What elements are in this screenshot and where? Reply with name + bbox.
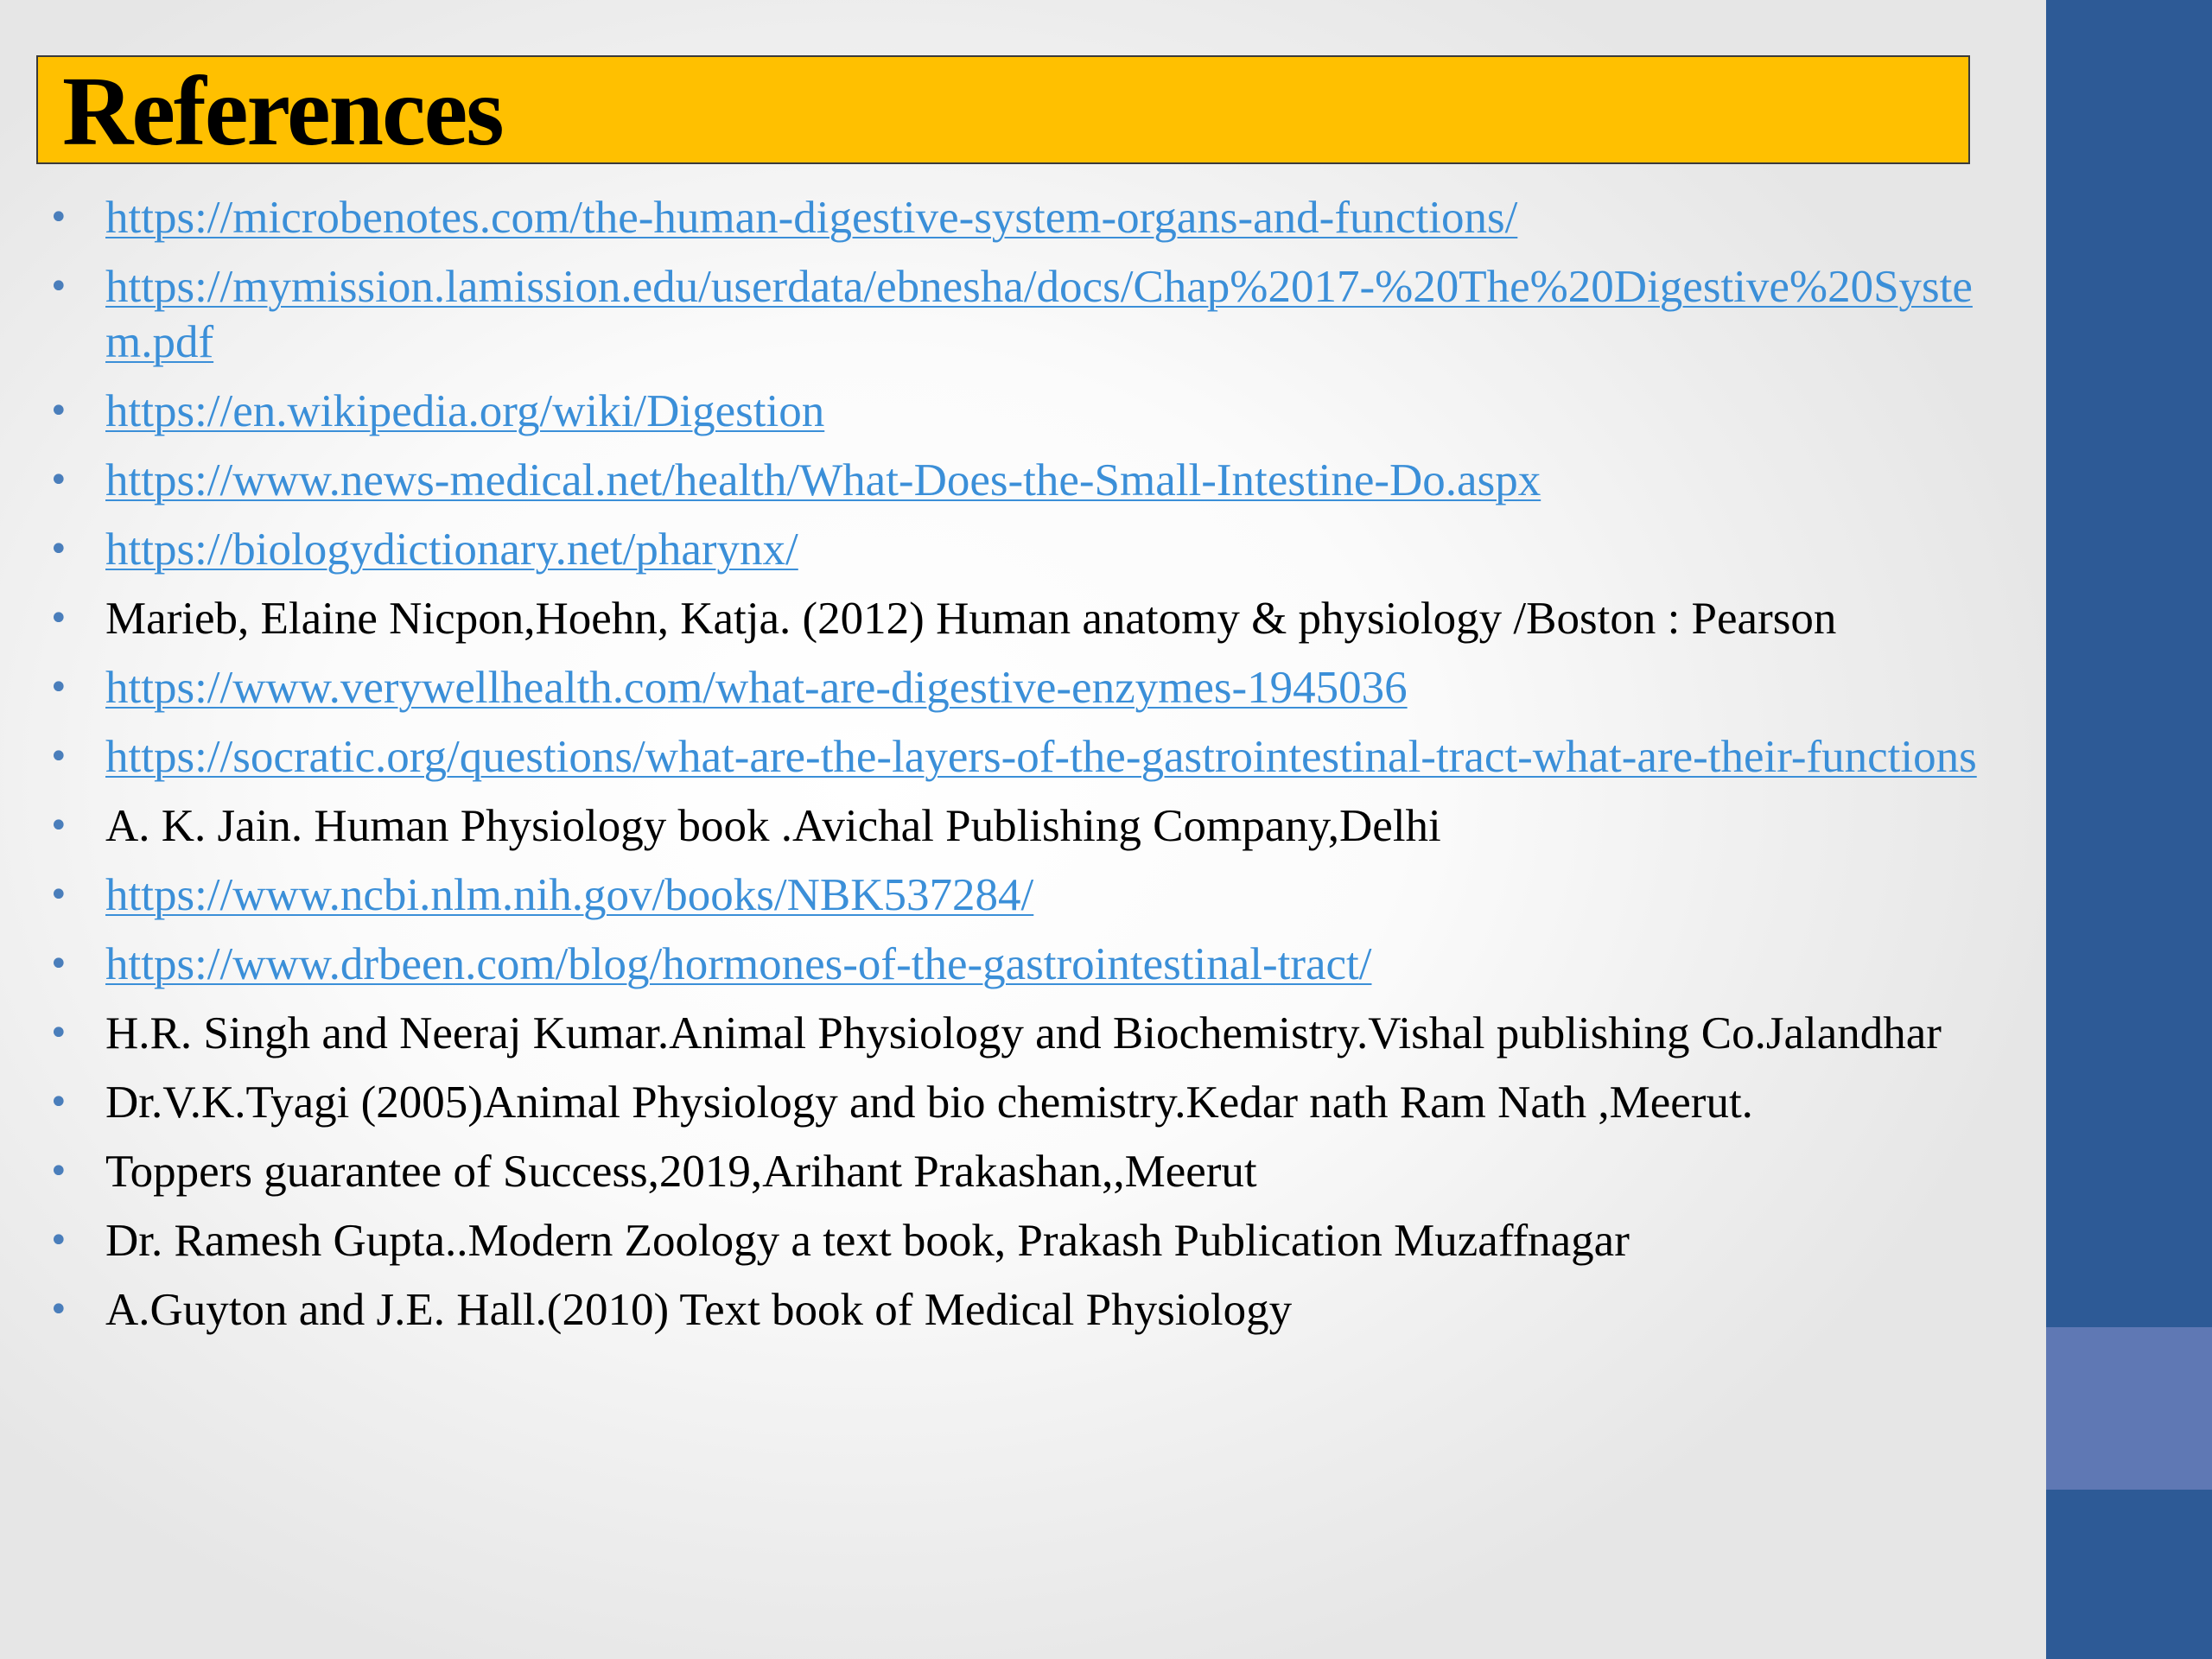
reference-item	[43, 1144, 2005, 1199]
reference-item	[43, 1006, 2005, 1061]
bullet-icon: •	[48, 1221, 69, 1261]
reference-link[interactable]: https://microbenotes.com/the-human-digestive-system-organs-and-functions/	[105, 193, 1518, 243]
bullet-icon: •	[48, 1290, 69, 1330]
reference-link[interactable]: https://www.verywellhealth.com/what-are-digestive-enzymes-1945036	[105, 663, 1408, 713]
reference-link[interactable]: https://www.ncbi.nlm.nih.gov/books/NBK537284/	[105, 870, 1034, 920]
reference-item	[43, 591, 2005, 646]
reference-citation: Toppers guarantee of Success,2019,Arihant Prakashan,,Meerut	[105, 1147, 1257, 1197]
reference-link[interactable]: https://biologydictionary.net/pharynx/	[105, 524, 798, 575]
title-banner	[36, 55, 1970, 164]
reference-item	[43, 190, 2005, 245]
bullet-icon: •	[48, 668, 69, 708]
reference-citation: Dr.V.K.Tyagi (2005)Animal Physiology and bio chemistry.Kedar nath Ram Nath ,Meerut.	[105, 1077, 1753, 1128]
reference-link[interactable]: https://www.news-medical.net/health/What-Does-the-Small-Intestine-Do.aspx	[105, 455, 1541, 505]
reference-item	[43, 453, 2005, 508]
bullet-icon: •	[48, 1014, 69, 1053]
bullet-icon: •	[48, 530, 69, 569]
reference-item	[43, 259, 2005, 370]
reference-link[interactable]: https://www.drbeen.com/blog/hormones-of-the-gastrointestinal-tract/	[105, 939, 1372, 989]
bullet-icon: •	[48, 806, 69, 846]
reference-item	[43, 729, 2005, 785]
bullet-icon: •	[48, 391, 69, 431]
reference-citation: H.R. Singh and Neeraj Kumar.Animal Physiology and Biochemistry.Vishal publishing Co.Jalandhar	[105, 1008, 1942, 1058]
reference-item	[43, 1075, 2005, 1130]
reference-item	[43, 522, 2005, 577]
reference-list	[43, 190, 2005, 1351]
reference-citation: Dr. Ramesh Gupta..Modern Zoology a text book, Prakash Publication Muzaffnagar	[105, 1216, 1630, 1266]
reference-citation: A. K. Jain. Human Physiology book .Avichal Publishing Company,Delhi	[105, 801, 1441, 851]
reference-item	[43, 937, 2005, 992]
bullet-icon: •	[48, 267, 69, 307]
reference-item	[43, 868, 2005, 923]
reference-item	[43, 384, 2005, 439]
reference-item	[43, 798, 2005, 854]
reference-item	[43, 1213, 2005, 1268]
reference-item	[43, 1282, 2005, 1338]
reference-link[interactable]: https://mymission.lamission.edu/userdata/ebnesha/docs/Chap%2017-%20The%20Digestive%20System.pdf	[105, 262, 1973, 367]
bullet-icon: •	[48, 737, 69, 777]
side-decor-accent	[2046, 1327, 2212, 1490]
bullet-icon: •	[48, 599, 69, 639]
bullet-icon: •	[48, 875, 69, 915]
reference-citation: A.Guyton and J.E. Hall.(2010) Text book of Medical Physiology	[105, 1285, 1293, 1335]
slide-title: References	[62, 56, 503, 166]
bullet-icon: •	[48, 198, 69, 238]
bullet-icon: •	[48, 944, 69, 984]
reference-link[interactable]: https://en.wikipedia.org/wiki/Digestion	[105, 386, 825, 436]
reference-citation: Marieb, Elaine Nicpon,Hoehn, Katja. (2012) Human anatomy & physiology /Boston : Pearson	[105, 594, 1837, 644]
bullet-icon: •	[48, 1152, 69, 1192]
reference-link[interactable]: https://socratic.org/questions/what-are-the-layers-of-the-gastrointestinal-tract-what-are-their-functions	[105, 732, 1977, 782]
bullet-icon: •	[48, 1083, 69, 1122]
reference-item	[43, 660, 2005, 715]
bullet-icon: •	[48, 461, 69, 500]
